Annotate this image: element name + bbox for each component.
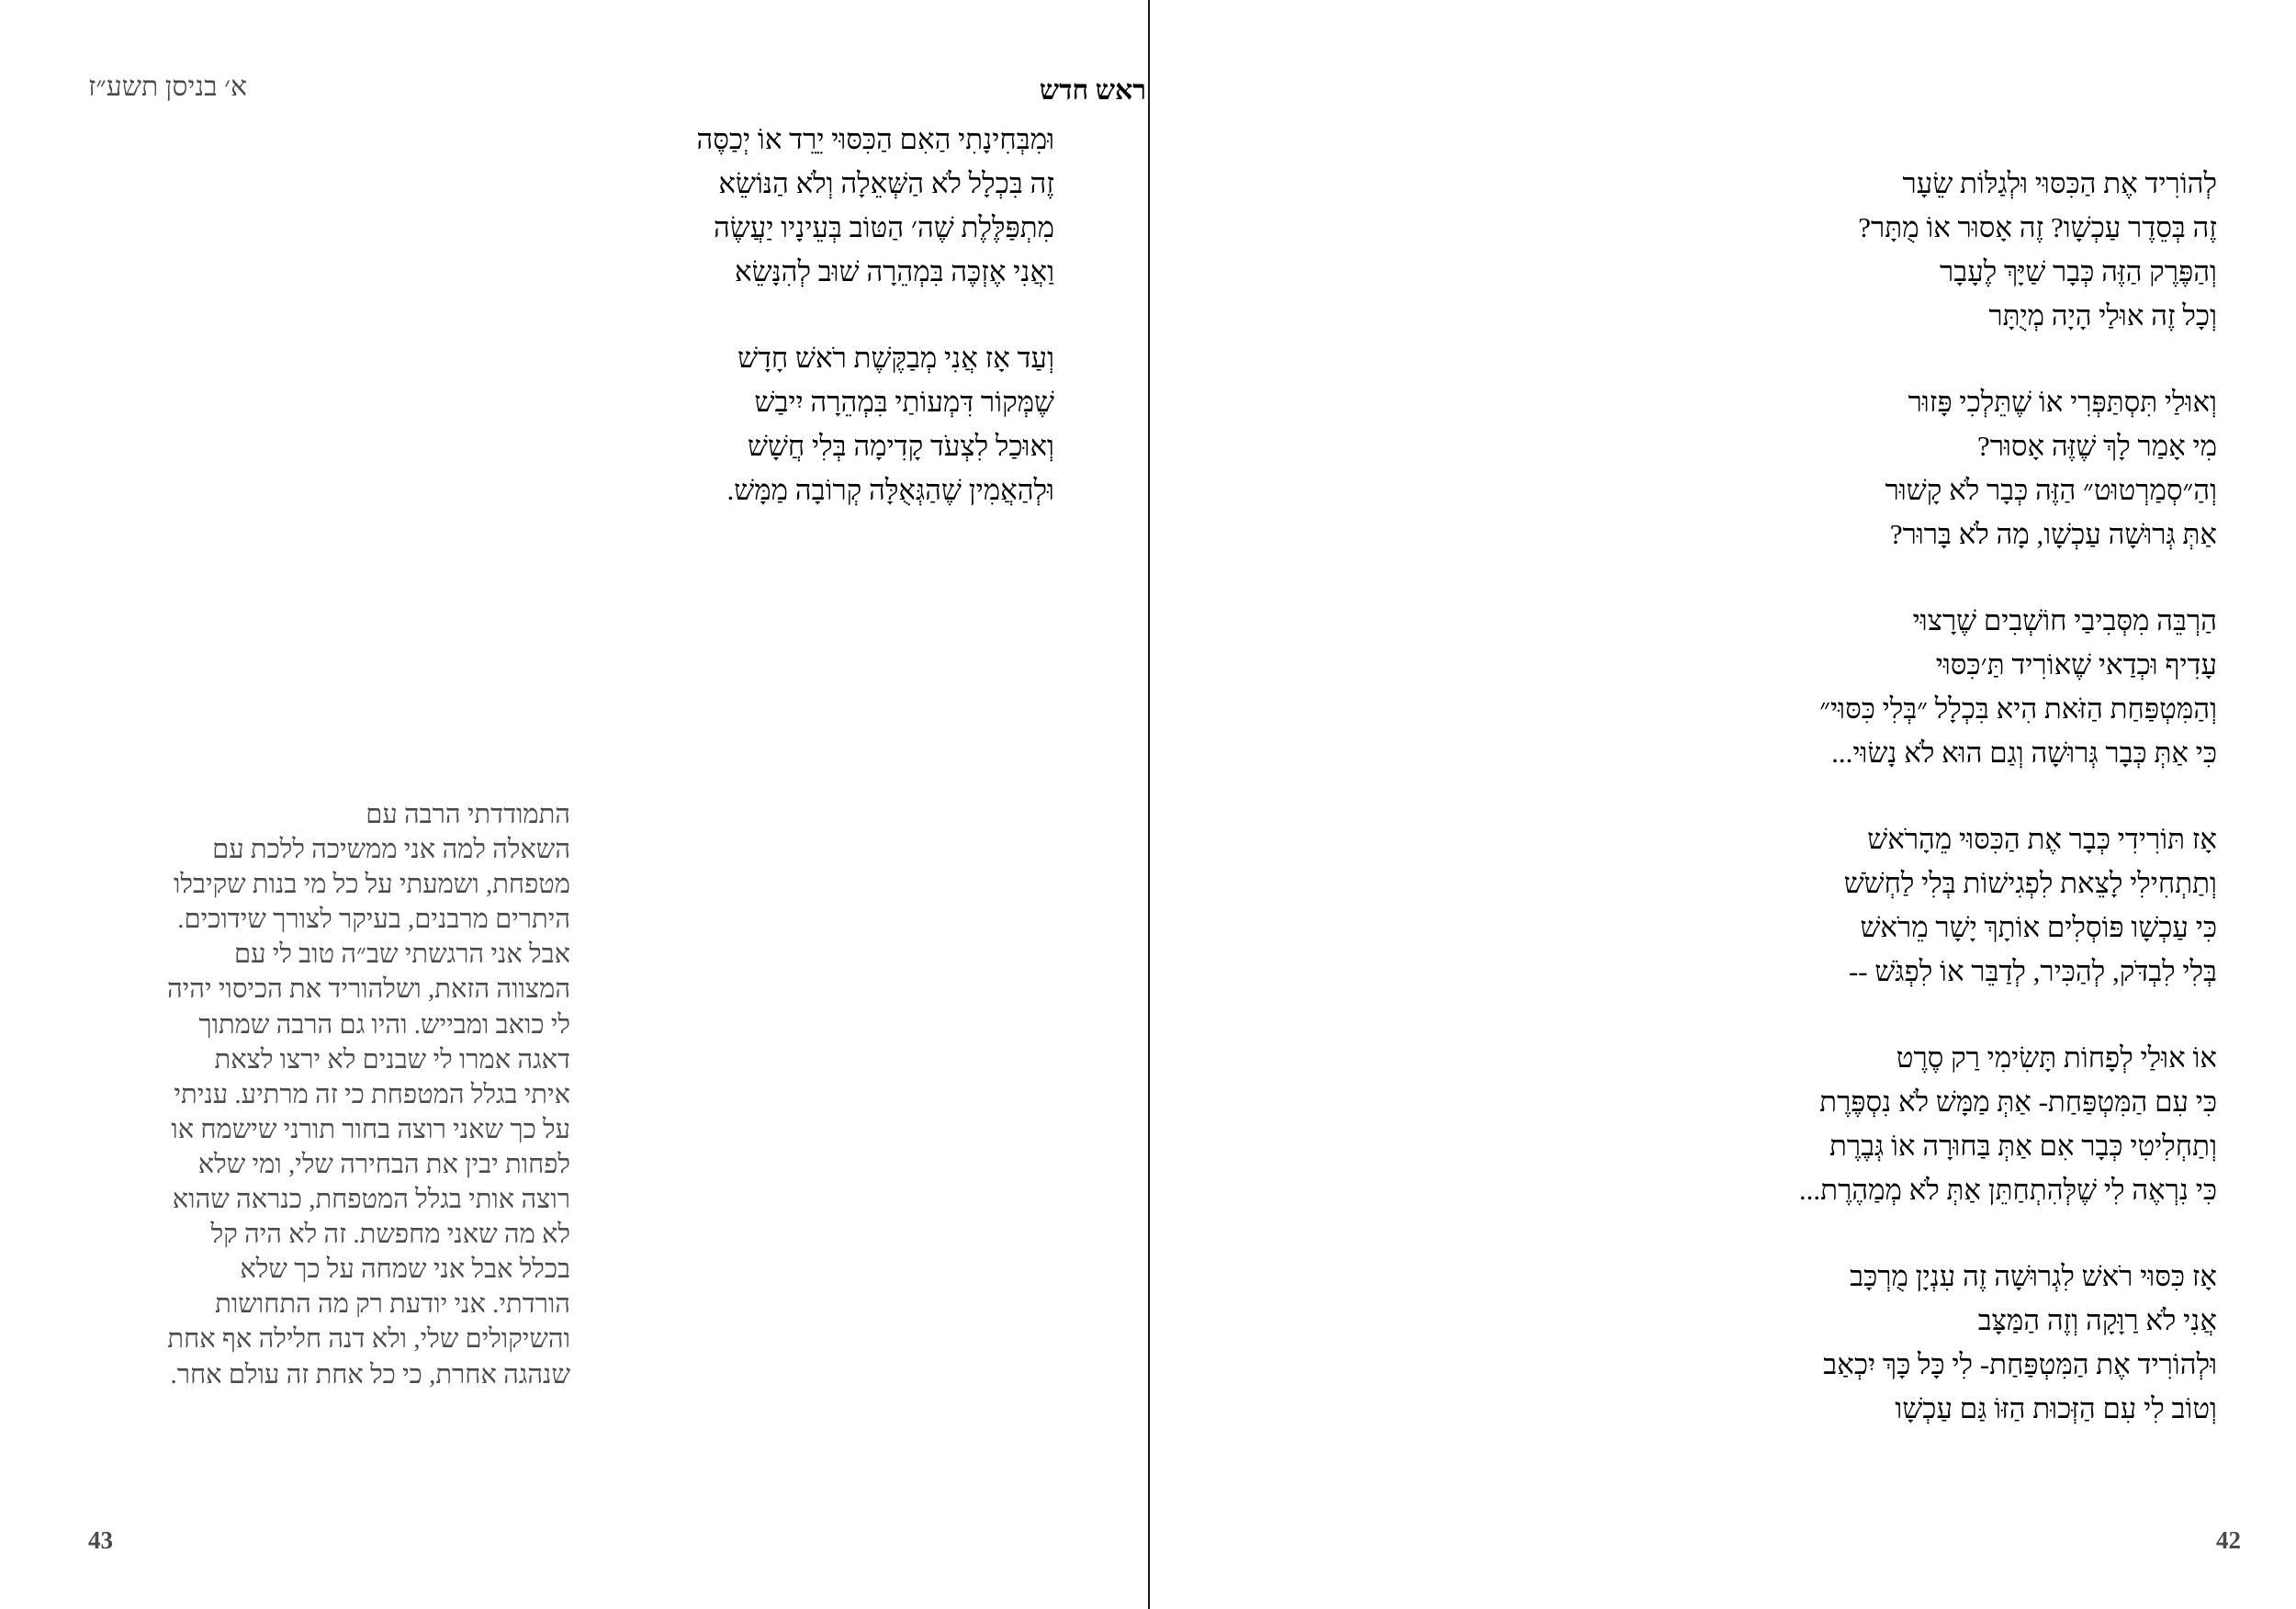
note-line: בכלל אבל אני שמחה על כך שלא [240,1255,570,1285]
poem-line: עָדִיף וּכְדַאי שֶׁאוֹרִיד תַּ׳כִּסּוּי [1935,648,2217,681]
note-line: הורדתי. אני יודעת רק מה התחושות [215,1289,570,1320]
poem-line: לְהוֹרִיד אֶת הַכִּסּוּי וּלְגַלּוֹת שֵׂעָר [1902,167,2217,199]
poem-line: וּלְהַאֲמִין שֶׁהַגְּאֻלָּה קְרוֹבָה מַמָּשׁ. [726,474,1054,506]
poem-line: וְכָל זֶה אוּלַי הָיָה מְיֻתָּר [1988,299,2217,332]
poem-stanza [485,336,1054,512]
note-line: לי כואב ומבייש. והיו גם הרבה שמתוך [198,1009,570,1040]
poem-line: כִּי עִם הַמִּטְפַּחַת- אַתְּ מַמָּשׁ לֹא נִסְפֶּרֶת [1819,1086,2217,1118]
poem-line: וּלְהוֹרִיד אֶת הַמִּטְפַּחַת- לִי כָּל כָּךְ יִכְאַב [1823,1348,2217,1380]
poem-line: זֶה בִּכְלָל לֹא הַשְּׁאֵלָה וְלֹא הַנּוֹשֵׂא [718,167,1054,199]
poem-line: וְהַמִּטְפַּחַת הַזֹּאת הִיא בִּכְלָל ״בְּלִי כִּסּוּי״ [1819,692,2217,725]
poem-line: שֶׁמְּקוֹר דִּמְעוֹתַי בִּמְהֵרָה יִיבַשׁ [754,386,1054,418]
note-line: לפחות יבין את הבחירה שלי, ומי שלא [197,1149,570,1179]
note-line: המצווה הזאת, ושלהוריד את הכיסוי יהיה [167,974,570,1005]
poem-line: בְּלִי לִבְדֹּק, לְהַכִּיר, לְדַבֵּר אוֹ לִפְגֹּשׁ -- [1848,955,2217,987]
poem-line: אַתְּ גְּרוּשָׁה עַכְשָׁו, מָה לֹא בָּרוּר? [1889,518,2217,550]
note-line: השאלה למה אני ממשיכה ללכת עם [212,835,570,865]
poem-line: וְטוֹב לִי עִם הַזְּכוּת הַזּוֹ גַּם עַכְשָׁו [1895,1392,2217,1424]
poem-line: וּמִבְּחִינָתִי הַאִם הַכִּסּוּי יֵרֵד אוֹ יְכַסֶּה [696,123,1054,155]
poem-line: וְעַד אָז אֲנִי מְבַקֶּשֶׁת רֹאשׁ חָדָשׁ [737,342,1054,374]
poem-stanza [1666,1036,2217,1212]
poem-line: זֶה בְּסֵדֶר עַכְשָׁו? זֶה אָסוּר אוֹ מֻתָּר? [1858,211,2217,243]
poem-line: וְהַפֶּרֶק הַזֶּה כְּבָר שַׁיָּךְ לֶעָבָר [1940,255,2217,287]
poem-stanza [1666,1255,2217,1431]
poem-continuation [485,118,1054,555]
page-number: 42 [2216,1526,2241,1554]
poem-line: הַרְבֵּה מִסְּבִיבַי חוֹשְׁבִים שֶׁרָצוּי [1912,604,2217,636]
note-line: רוצה אותי בגלל המטפחת, כנראה שהוא [172,1185,570,1215]
poem-line: וַאֲנִי אֶזְכֶּה בִּמְהֵרָה שׁוּב לְהִנָּשֵׂא [735,255,1054,287]
poem-line: כִּי אַתְּ כְּבָר גְּרוּשָׁה וְגַם הוּא לֹא נָשׂוּי... [1831,737,2217,769]
note-line: לא מה שאני מחפשת. זה לא היה קל [210,1220,570,1250]
poem-line: אָז כִּסּוּי רֹאשׁ לִגְרוּשָׁה זֶה עִנְיָן מֻרְכָּב [1850,1260,2217,1292]
date-header: א׳ בניסן תשע״ז [88,72,247,102]
note-line: והשיקולים שלי, ולא דנה חלילה אף אחת [167,1324,570,1355]
note-line: על כך שאני רוצה בחור תורני שישמח או [171,1114,570,1144]
poem-line: אָז תּוֹרִידִי כְּבָר אֶת הַכִּסּוּי מֵהָרֹאשׁ [1867,823,2217,855]
right-page [1150,0,2296,1609]
poem-line: וְתַתְחִילִי לָצֵאת לִפְגִישׁוֹת בְּלִי לַחְשֹׁשׁ [1843,867,2217,899]
note-line: אבל אני הרגשתי שב״ה טוב לי עם [234,940,570,970]
poem-stanza [1666,817,2217,994]
note-line: שנהגה אחרת, כי כל אחת זה עולם אחר. [170,1359,570,1390]
poem-line: כִּי עַכְשָׁו פּוֹסְלִים אוֹתָךְ יָשָׁר מֵרֹאשׁ [1860,911,2217,943]
poem-line: וְאוּכַל לִצְעֹד קָדִימָה בְּלִי חֲשָׁשׁ [748,430,1054,462]
page-number: 43 [88,1526,113,1554]
poem-line: אֲנִי לֹא רַוָּקָה וְזֶה הַמַּצָּב [1977,1304,2217,1336]
note-line: איתי בגלל המטפחת כי זה מרתיע. עניתי [174,1079,570,1109]
poem-line: וְהַ״סְמַרְטוּט״ הַזֶּה כְּבָר לֹא קָשׁוּר [1885,474,2217,506]
note-line: התמודדתי הרבה עם [366,800,570,829]
poem-line: וְאוּלַי תִּסְתַּפְּרִי אוֹ שֶׁתֵּלְכִי פָּזוּר [1908,386,2217,418]
poem-stanza [1666,380,2217,557]
poem-line: כִּי נִרְאֶה לִי שֶׁלְּהִתְחַתֵּן אַתְּ לֹא מְמַהֶרֶת... [1798,1174,2217,1206]
poem-stanza [1666,162,2217,338]
poem-stanza [485,118,1054,294]
author-note [88,797,570,1392]
poem-line: אוֹ אוּלַי לְפָחוֹת תָּשִׂימִי רַק סֶרֶט [1896,1041,2217,1074]
poem-line: מִי אָמַר לָךְ שֶׁזֶּה אָסוּר? [1976,430,2217,462]
note-line: היתרים מרבנים, בעיקר לצורך שידוכים. [177,905,570,935]
poem-line: וְתַחְלִיטִי כְּבָר אִם אַתְּ בַּחוּרָה אוֹ גְּבֶרֶת [1829,1130,2217,1162]
poem-stanza [1666,599,2217,775]
poem-line: מִתְפַּלֶּלֶת שֶׁה׳ הַטּוֹב בְּעֵינָיו יַעֲשֶׂה [713,211,1054,243]
poem [1666,162,2217,1473]
poem-title: ראש חדש [1039,75,1146,106]
note-line: דאגה אמרו לי שבנים לא ירצו לצאת [214,1044,570,1075]
note-line: מטפחת, ושמעתי על כל מי בנות שקיבלו [174,870,570,900]
